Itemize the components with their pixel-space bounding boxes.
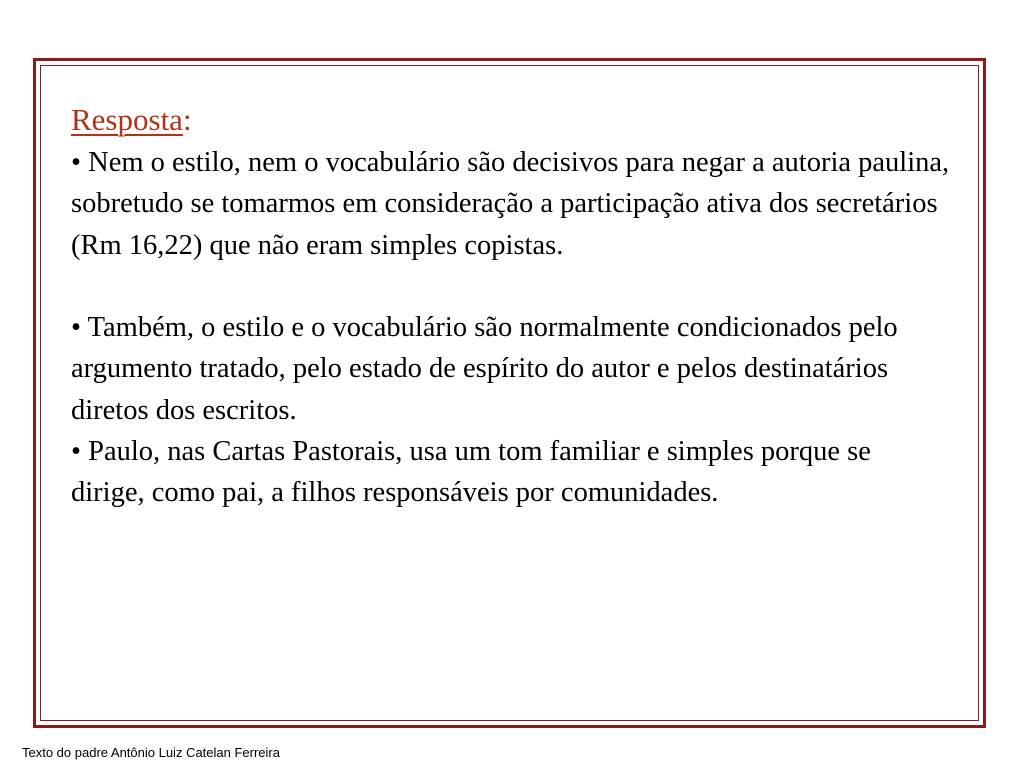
bullet-paragraph-1 [71, 142, 951, 266]
paragraph-text: Também, o estilo e o vocabulário são normalmente condicionados pelo argumento tratado, pelo estado de espírito do autor e pelos destinatários diretos dos escritos. [71, 312, 898, 426]
heading-text: Resposta [71, 102, 183, 137]
bullet-icon: • [71, 312, 81, 344]
slide-heading [71, 98, 951, 142]
footer-credit: Texto do padre Antônio Luiz Catelan Ferreira [22, 745, 280, 760]
bullet-icon: • [71, 147, 81, 178]
paragraph-text: Nem o estilo, nem o vocabulário são decisivos para negar a autoria paulina, sobretudo se tomarmos em consideração a participação ativa dos secretários (Rm 16,22) que não eram simples copistas. [71, 147, 950, 261]
bullet-paragraph-3 [71, 431, 951, 514]
bullet-paragraph-2 [71, 307, 951, 431]
paragraph-text: Paulo, nas Cartas Pastorais, usa um tom familiar e simples porque se dirige, como pai, a filhos responsáveis por comunidades. [71, 436, 871, 509]
paragraph-spacer [71, 266, 951, 307]
slide-content [71, 98, 951, 514]
bullet-icon: • [71, 436, 81, 468]
heading-colon: : [182, 102, 192, 137]
